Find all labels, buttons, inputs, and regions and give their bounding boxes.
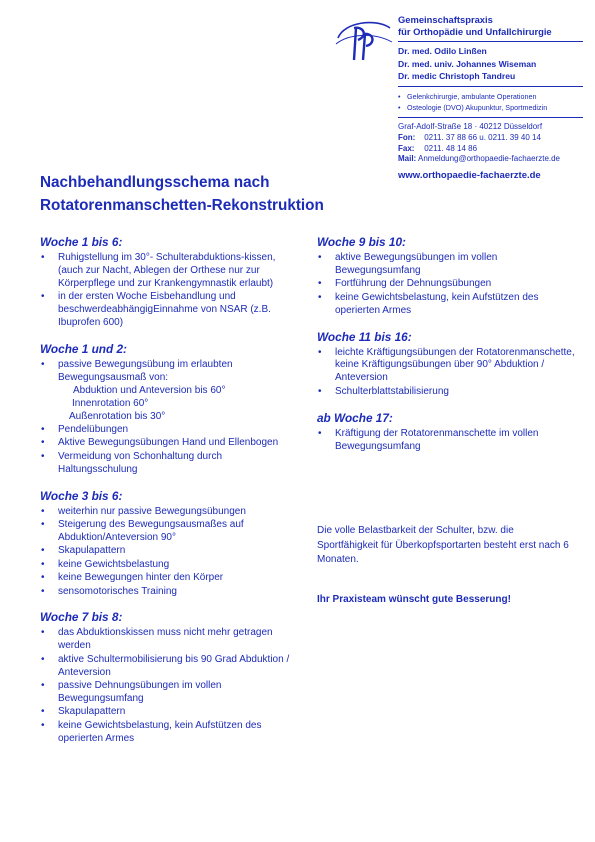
bullet-icon: • xyxy=(398,92,401,101)
fax-label: Fax: xyxy=(398,143,415,153)
bullet-icon: • xyxy=(41,585,45,597)
bullet-icon: • xyxy=(318,278,322,290)
list-item xyxy=(40,519,302,545)
list-item xyxy=(317,278,579,291)
list-item xyxy=(40,720,302,746)
list-item xyxy=(317,292,579,318)
week-heading: Woche 7 bis 8: xyxy=(40,610,123,625)
bullet-icon: • xyxy=(41,572,45,584)
item-list xyxy=(317,252,579,318)
practice-name xyxy=(398,14,588,37)
week-heading: Woche 3 bis 6: xyxy=(40,488,123,503)
bullet-icon: • xyxy=(398,103,401,112)
practice-name-line2: für Orthopädie und Unfallchirurgie xyxy=(398,25,552,37)
specialty-text: Osteologie (DVO) Akupunktur, Sportmedizin xyxy=(407,103,548,112)
item-text: Schulterblattstabilisierung xyxy=(335,385,449,397)
bullet-icon: • xyxy=(41,627,45,639)
item-text: in der ersten Woche Eisbehandlung und beschwerdeabhängigEinnahme von NSAR (z.B. Ibuprofen 600) xyxy=(58,291,271,329)
divider xyxy=(398,41,583,42)
list-item xyxy=(40,559,302,572)
bullet-icon: • xyxy=(318,427,322,439)
list-item xyxy=(317,347,579,386)
title-line: Rotatorenmanschetten-Rekonstruktion xyxy=(40,197,324,214)
bullet-icon: • xyxy=(318,346,322,358)
list-item xyxy=(40,437,302,450)
bullet-icon: • xyxy=(41,437,45,449)
mail-line xyxy=(398,154,588,165)
item-text: aktive Bewegungsübungen im vollen Bewegungsumfang xyxy=(335,252,498,276)
list-item xyxy=(40,706,302,719)
fax-line xyxy=(398,144,588,155)
mail-label: Mail: xyxy=(398,154,417,164)
doctor-list xyxy=(398,45,588,83)
item-text: keine Gewichtsbelastung, kein Aufstützen des operierten Armes xyxy=(58,719,262,744)
list-item xyxy=(40,545,302,558)
week-heading: ab Woche 17: xyxy=(317,410,393,425)
list-item xyxy=(40,424,302,437)
item-text: Skapulapattern xyxy=(58,706,126,718)
item-text: aktive Schultermobilisierung bis 90 Grad Abduktion / Anteversion xyxy=(58,653,290,678)
item-text: keine Gewichtsbelastung, kein Aufstützen des operierten Armes xyxy=(335,291,539,316)
list-item xyxy=(40,572,302,585)
item-text: weiterhin nur passive Bewegungsübungen xyxy=(58,505,246,517)
bullet-icon: • xyxy=(41,291,45,303)
week-heading: Woche 1 bis 6: xyxy=(40,235,123,249)
item-text: Pendelübungen xyxy=(58,423,129,435)
page-title xyxy=(40,171,370,217)
bullet-icon: • xyxy=(41,545,45,557)
range-line: Außenrotation bis 30° xyxy=(69,410,166,422)
bullet-icon: • xyxy=(41,719,45,731)
list-item xyxy=(317,386,579,399)
specialty-item xyxy=(398,102,588,113)
title-line: Nachbehandlungsschema nach xyxy=(40,174,270,191)
right-column xyxy=(317,235,579,465)
specialty-list xyxy=(398,91,588,113)
item-text: Steigerung des Bewegungsausmaßes auf Abduktion/Anteversion 90° xyxy=(58,519,244,543)
week-section xyxy=(40,489,302,599)
week-heading: Woche 9 bis 10: xyxy=(317,235,406,249)
list-item xyxy=(40,291,302,330)
item-text: leichte Kräftigungsübungen der Rotatorenmanschette, keine Kräftigungsübungen über 90° Abduktion / Anteversion xyxy=(335,346,575,384)
item-list xyxy=(40,252,302,330)
week-section xyxy=(317,235,579,318)
fax-number: 0211. 48 14 86 xyxy=(424,143,478,153)
phone-label: Fon: xyxy=(398,132,416,142)
contact-block xyxy=(398,122,588,165)
list-item xyxy=(317,428,579,454)
closing-note: Die volle Belastbarkeit der Schulter, bzw. die Sportfähigkeit für Überkopfsportarten besteht erst nach 6 Monaten. xyxy=(317,525,569,566)
list-item xyxy=(40,627,302,653)
item-text: Vermeidung von Schonhaltung durch Haltungsschulung xyxy=(58,450,223,475)
item-text: sensomotorisches Training xyxy=(58,585,177,597)
doctor-name: Dr. med. Odilo Linßen xyxy=(398,46,487,56)
doctor-name: Dr. medic Christoph Tandreu xyxy=(398,71,516,81)
item-text: Ruhigstellung im 30°- Schulterabduktions-kissen, (auch zur Nacht, Ablegen der Orthese nur zur Körperpflege und zur Krankengymnastik erlaubt) xyxy=(58,252,276,289)
practice-name-line1: Gemeinschaftspraxis xyxy=(398,14,493,25)
list-item xyxy=(40,586,302,599)
item-list xyxy=(40,627,302,745)
list-item xyxy=(40,680,302,706)
list-item xyxy=(317,252,579,278)
farewell-message: Ihr Praxisteam wünscht gute Besserung! xyxy=(317,594,511,605)
range-line: Abduktion und Anteversion bis 60° xyxy=(73,384,226,396)
bullet-icon: • xyxy=(41,450,45,462)
bullet-icon: • xyxy=(41,519,45,530)
item-list xyxy=(317,347,579,399)
divider xyxy=(398,117,583,118)
specialty-text: Gelenkchirurgie, ambulante Operationen xyxy=(407,92,537,101)
list-item xyxy=(40,654,302,680)
bullet-icon: • xyxy=(318,252,322,263)
item-text: passive Bewegungsübung im erlaubten Bewegungsausmaß von: xyxy=(58,358,233,383)
bullet-icon: • xyxy=(41,252,45,263)
range-line: Innenrotation 60° xyxy=(72,397,149,409)
address: Graf-Adolf-Straße 18 · 40212 Düsseldorf xyxy=(398,122,543,131)
week-heading: Woche 1 und 2: xyxy=(40,341,127,356)
week-section xyxy=(40,342,302,477)
item-text: Fortführung der Dehnungsübungen xyxy=(335,278,492,290)
item-list xyxy=(40,359,302,477)
list-item xyxy=(40,451,302,477)
item-text: keine Bewegungen hinter den Körper xyxy=(58,572,224,584)
bullet-icon: • xyxy=(41,680,45,692)
bullet-icon: • xyxy=(41,653,45,665)
bullet-icon: • xyxy=(41,505,45,517)
item-list xyxy=(40,506,302,599)
practice-logo xyxy=(334,16,394,64)
website-link[interactable]: www.orthopaedie-fachaerzte.de xyxy=(398,170,541,181)
specialty-item xyxy=(398,91,588,102)
doctor-name: Dr. med. univ. Johannes Wiseman xyxy=(398,58,537,69)
mail-address[interactable]: Anmeldung@orthopaedie-fachaerzte.de xyxy=(418,154,561,164)
left-column xyxy=(40,235,302,758)
week-section xyxy=(317,330,579,399)
bullet-icon: • xyxy=(41,558,45,570)
bullet-icon: • xyxy=(318,291,322,303)
list-item xyxy=(40,252,302,291)
bullet-icon: • xyxy=(41,423,45,435)
bullet-icon: • xyxy=(318,385,322,397)
item-text: das Abduktionskissen muss nicht mehr getragen werden xyxy=(58,627,273,652)
list-item xyxy=(40,359,302,424)
item-text: Aktive Bewegungsübungen Hand und Ellenbogen xyxy=(58,437,279,449)
bullet-icon: • xyxy=(41,358,45,370)
week-section xyxy=(40,235,302,330)
week-section xyxy=(317,411,579,454)
bullet-icon: • xyxy=(41,706,45,718)
item-text: Skapulapattern xyxy=(58,545,126,557)
week-heading: Woche 11 bis 16: xyxy=(317,329,412,344)
phone-number: 0211. 37 88 66 u. 0211. 39 40 14 xyxy=(424,132,541,142)
phone-line xyxy=(398,133,588,144)
item-text: keine Gewichtsbelastung xyxy=(58,558,170,570)
divider xyxy=(398,86,583,87)
week-section xyxy=(40,610,302,745)
item-list xyxy=(317,428,579,454)
item-text: Kräftigung der Rotatorenmanschette im vollen Bewegungsumfang xyxy=(335,427,539,452)
item-text: passive Dehnungsübungen im vollen Bewegungsumfang xyxy=(58,680,222,704)
list-item xyxy=(40,506,302,519)
